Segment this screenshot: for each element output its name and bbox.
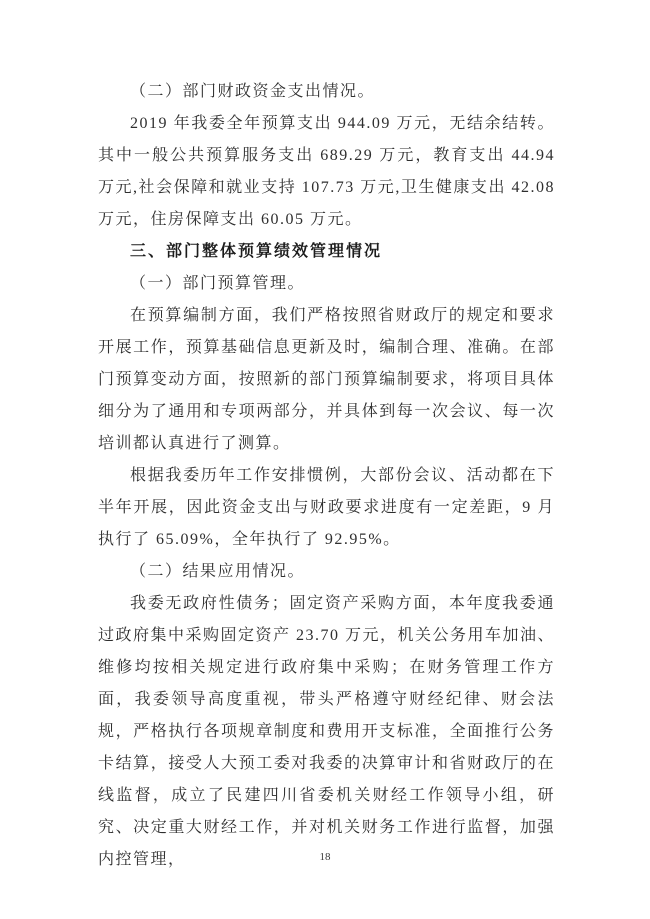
paragraph: 根据我委历年工作安排惯例，大部份会议、活动都在下半年开展，因此资金支出与财政要求进度有一定差距，9 月执行了 65.09%，全年执行了 92.95%。 xyxy=(98,467,555,548)
paragraph: 2019 年我委全年预算支出 944.09 万元，无结余结转。其中一般公共预算服务支出 689.29 万元，教育支出 44.94 万元,社会保障和就业支持 107.73 万元,卫生健康支出 42.08 万元，住房保障支出 60.05 万元。 xyxy=(98,115,555,228)
section-heading: 三、部门整体预算绩效管理情况 xyxy=(130,243,383,260)
document-body xyxy=(98,76,555,876)
paragraph: （二）部门财政资金支出情况。 xyxy=(130,83,376,100)
page-number: 18 xyxy=(319,851,331,863)
paragraph: （一）部门预算管理。 xyxy=(130,275,306,292)
paragraph: （二）结果应用情况。 xyxy=(130,563,306,580)
paragraph: 在预算编制方面，我们严格按照省财政厅的规定和要求开展工作，预算基础信息更新及时，编制合理、准确。在部门预算变动方面，按照新的部门预算编制要求，将项目具体细分为了通用和专项两部分，并具体到每一次会议、每一次培训都认真进行了测算。 xyxy=(98,307,555,452)
paragraph: 我委无政府性债务；固定资产采购方面，本年度我委通过政府集中采购固定资产 23.70 万元，机关公务用车加油、维修均按相关规定进行政府集中采购；在财务管理工作方面，我委领导高度重视，带头严格遵守财经纪律、财会法规，严格执行各项规章制度和费用开支标准，全面推行公务卡结算，接受人大预工委对我委的决算审计和省财政厅的在线监督，成立了民建四川省委机关财经工作领导小组，研究、决定重大财经工作，并对机关财务工作进行监督，加强内控管理， xyxy=(98,595,556,868)
